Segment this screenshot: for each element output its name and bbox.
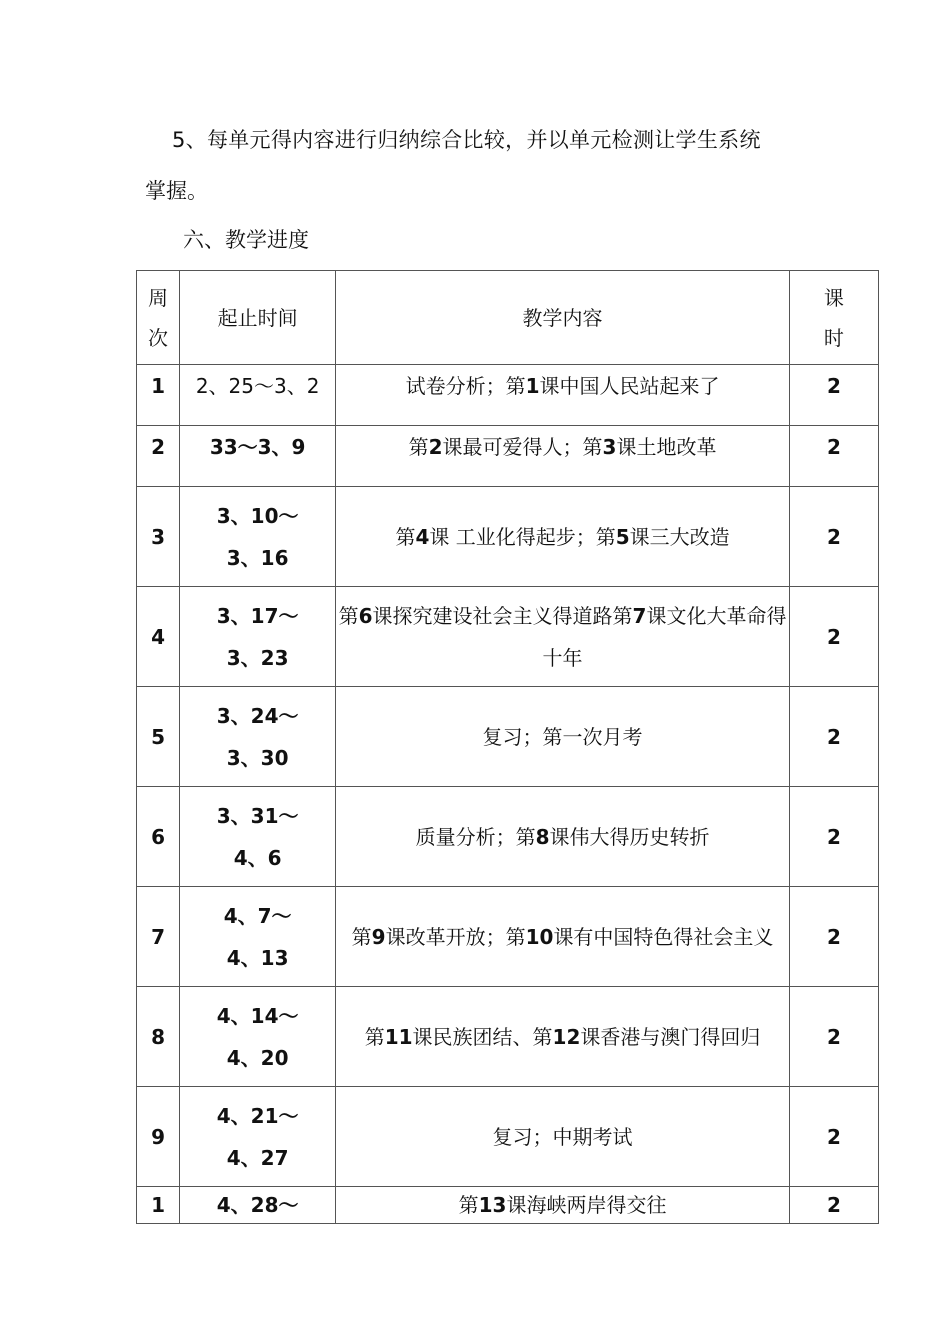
cell-content: 第6课探究建设社会主义得道路第7课文化大革命得十年 [336, 587, 790, 687]
cell-hours: 2 [789, 1087, 878, 1187]
table-row [137, 787, 879, 887]
cell-hours: 2 [789, 426, 878, 487]
cell-time-line2: 4、13 [226, 945, 289, 970]
cell-week: 9 [137, 1087, 180, 1187]
cell-time-line2: 3、16 [226, 545, 289, 570]
cell-content: 第2课最可爱得人；第3课土地改革 [336, 426, 790, 487]
paragraph-continuation: 掌握。 [145, 179, 208, 203]
cell-hours: 2 [789, 787, 878, 887]
cell-week: 1 [137, 365, 180, 426]
table-row [137, 1187, 879, 1224]
cell-hours: 2 [789, 887, 878, 987]
cell-week: 3 [137, 487, 180, 587]
cell-hours: 2 [789, 365, 878, 426]
cell-time-line1: 4、21～ [216, 1103, 299, 1128]
cell-hours: 2 [789, 687, 878, 787]
header-content: 教学内容 [336, 271, 790, 365]
cell-time-line2: 4、6 [233, 845, 282, 870]
cell-week: 8 [137, 987, 180, 1087]
cell-week: 1 [137, 1187, 180, 1224]
table-row [137, 687, 879, 787]
cell-content: 质量分析；第8课伟大得历史转折 [336, 787, 790, 887]
cell-time-line1: 4、14～ [216, 1003, 299, 1028]
table-row [137, 365, 879, 426]
cell-time-line1: 3、10～ [216, 503, 299, 528]
table-row [137, 426, 879, 487]
cell-content: 第13课海峡两岸得交往 [336, 1187, 790, 1224]
cell-week: 7 [137, 887, 180, 987]
cell-time-line1: 3、24～ [216, 703, 299, 728]
cell-week: 6 [137, 787, 180, 887]
cell-week: 4 [137, 587, 180, 687]
section-heading: 六、教学进度 [183, 228, 309, 252]
table-row [137, 487, 879, 587]
cell-time [180, 426, 336, 487]
cell-hours: 2 [789, 487, 878, 587]
cell-time-text: 33～3、9 [209, 435, 306, 459]
cell-time-line2: 4、20 [226, 1045, 289, 1070]
cell-content: 试卷分析；第1课中国人民站起来了 [336, 365, 790, 426]
cell-time-line2: 4、27 [226, 1145, 289, 1170]
schedule-table [136, 270, 879, 1224]
cell-time [180, 587, 336, 687]
table-row [137, 587, 879, 687]
cell-content: 第9课改革开放；第10课有中国特色得社会主义 [336, 887, 790, 987]
cell-time [180, 1087, 336, 1187]
cell-content: 复习；中期考试 [336, 1087, 790, 1187]
cell-time [180, 1187, 336, 1224]
cell-time [180, 365, 336, 426]
cell-content: 复习；第一次月考 [336, 687, 790, 787]
table-row [137, 987, 879, 1087]
header-hours-line1: 课 [823, 285, 844, 310]
cell-time-text: 2、25～3、2 [195, 374, 320, 398]
table-header-row [137, 271, 879, 365]
cell-week: 2 [137, 426, 180, 487]
cell-time-line2: 3、23 [226, 645, 289, 670]
cell-time-line1: 3、31～ [216, 803, 299, 828]
cell-content: 第4课 工业化得起步；第5课三大改造 [336, 487, 790, 587]
cell-hours: 2 [789, 987, 878, 1087]
cell-time-line2: 3、30 [226, 745, 289, 770]
header-week [137, 271, 180, 365]
cell-time-text: 4、28～ [216, 1193, 299, 1217]
cell-hours: 2 [789, 587, 878, 687]
table-row [137, 887, 879, 987]
header-week-line2: 次 [148, 325, 169, 350]
header-hours-line2: 时 [823, 325, 844, 350]
header-hours [789, 271, 878, 365]
cell-week: 5 [137, 687, 180, 787]
cell-time [180, 687, 336, 787]
cell-time-line1: 3、17～ [216, 603, 299, 628]
cell-time [180, 487, 336, 587]
cell-time-line1: 4、7～ [223, 903, 292, 928]
header-time: 起止时间 [180, 271, 336, 365]
header-week-line1: 周 [148, 285, 169, 310]
cell-time [180, 987, 336, 1087]
table-row [137, 1087, 879, 1187]
cell-time [180, 787, 336, 887]
cell-hours: 2 [789, 1187, 878, 1224]
cell-time [180, 887, 336, 987]
paragraph-item-5: 5、每单元得内容进行归纳综合比较，并以单元检测让学生系统 [172, 128, 761, 152]
cell-content: 第11课民族团结、第12课香港与澳门得回归 [336, 987, 790, 1087]
